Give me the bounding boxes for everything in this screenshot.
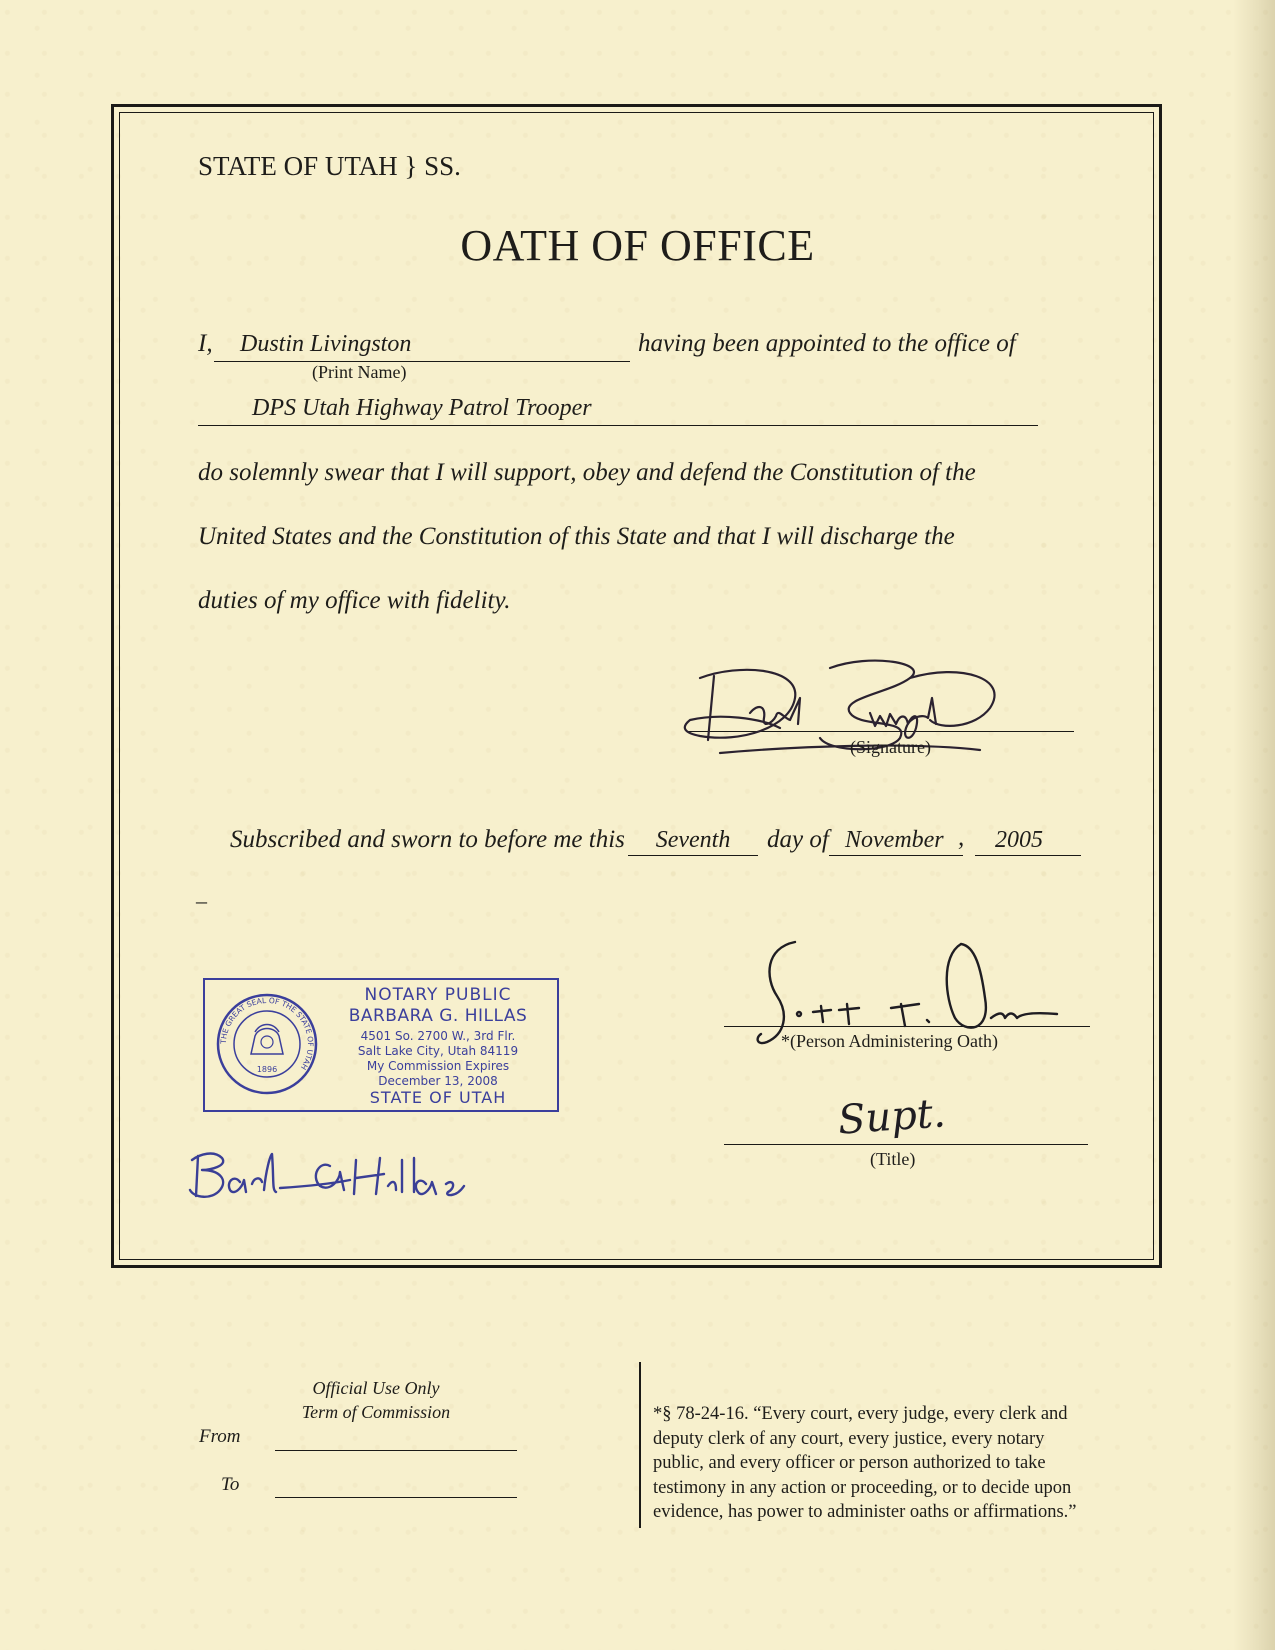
footer-divider — [639, 1362, 641, 1528]
state-heading: STATE OF UTAH } SS. — [198, 151, 461, 181]
intro-prefix: I, — [198, 330, 213, 357]
to-field-line — [275, 1497, 517, 1498]
month-field — [829, 827, 963, 856]
subscribed-text: Subscribed and sworn to before me this — [230, 826, 625, 853]
month-value: November — [845, 827, 944, 853]
from-label: From — [199, 1426, 241, 1447]
title-signature-line — [724, 1144, 1088, 1145]
day-field — [628, 827, 758, 856]
notary-line-5: My Commission Expires — [366, 1059, 510, 1073]
seal-year: 1896 — [256, 1065, 278, 1074]
year-field — [975, 827, 1081, 856]
notary-signature — [180, 1140, 540, 1210]
from-field-line — [275, 1450, 517, 1451]
to-label: To — [221, 1474, 240, 1495]
print-name-value: Dustin Livingston — [240, 331, 412, 357]
document-title: OATH OF OFFICE — [460, 221, 815, 270]
oath-line-1: do solemnly swear that I will support, obey and defend the Constitution of the — [198, 459, 976, 486]
official-use-heading: Official Use Only — [312, 1378, 440, 1398]
notary-line-1: NOTARY PUBLIC — [364, 985, 512, 1005]
year-value: 2005 — [995, 827, 1043, 853]
term-of-commission-heading: Term of Commission — [301, 1402, 451, 1422]
stray-mark: – — [196, 888, 207, 913]
print-name-caption: (Print Name) — [312, 362, 407, 382]
notary-line-7: STATE OF UTAH — [369, 1088, 507, 1107]
print-name-field — [214, 331, 630, 362]
day-of-text: day of — [767, 826, 829, 853]
administering-caption: *(Person Administering Oath) — [781, 1031, 998, 1051]
office-value: DPS Utah Highway Patrol Trooper — [252, 395, 592, 421]
appointed-text: having been appointed to the office of — [638, 330, 1016, 357]
notary-stamp — [203, 978, 559, 1112]
statute-note: *§ 78-24-16. “Every court, every judge, every clerk and deputy clerk of any court, every justice, every notary public, and every officer or person authorized to take testimony in any action or proceeding, or to decide upon evidence, has power to administer oaths or affirmations.” — [653, 1404, 1077, 1522]
notary-line-3: 4501 So. 2700 W., 3rd Flr. — [360, 1029, 516, 1043]
oath-line-2: United States and the Constitution of this State and that I will discharge the — [198, 523, 955, 550]
day-value: Seventh — [655, 827, 731, 853]
notary-line-4: Salt Lake City, Utah 84119 — [357, 1044, 519, 1058]
notary-line-6: December 13, 2008 — [378, 1074, 498, 1088]
state-seal-icon — [215, 992, 319, 1096]
oath-line-3: duties of my office with fidelity. — [198, 587, 511, 614]
title-caption: (Title) — [870, 1149, 916, 1169]
office-field — [198, 395, 1038, 426]
title-signature: Supt. — [836, 1090, 948, 1144]
notary-line-2: BARBARA G. HILLAS — [348, 1006, 528, 1026]
seal-ring-text: THE GREAT SEAL OF THE STATE OF UTAH — [218, 995, 316, 1072]
signature-caption: (Signature) — [850, 737, 931, 757]
comma: , — [958, 824, 965, 851]
